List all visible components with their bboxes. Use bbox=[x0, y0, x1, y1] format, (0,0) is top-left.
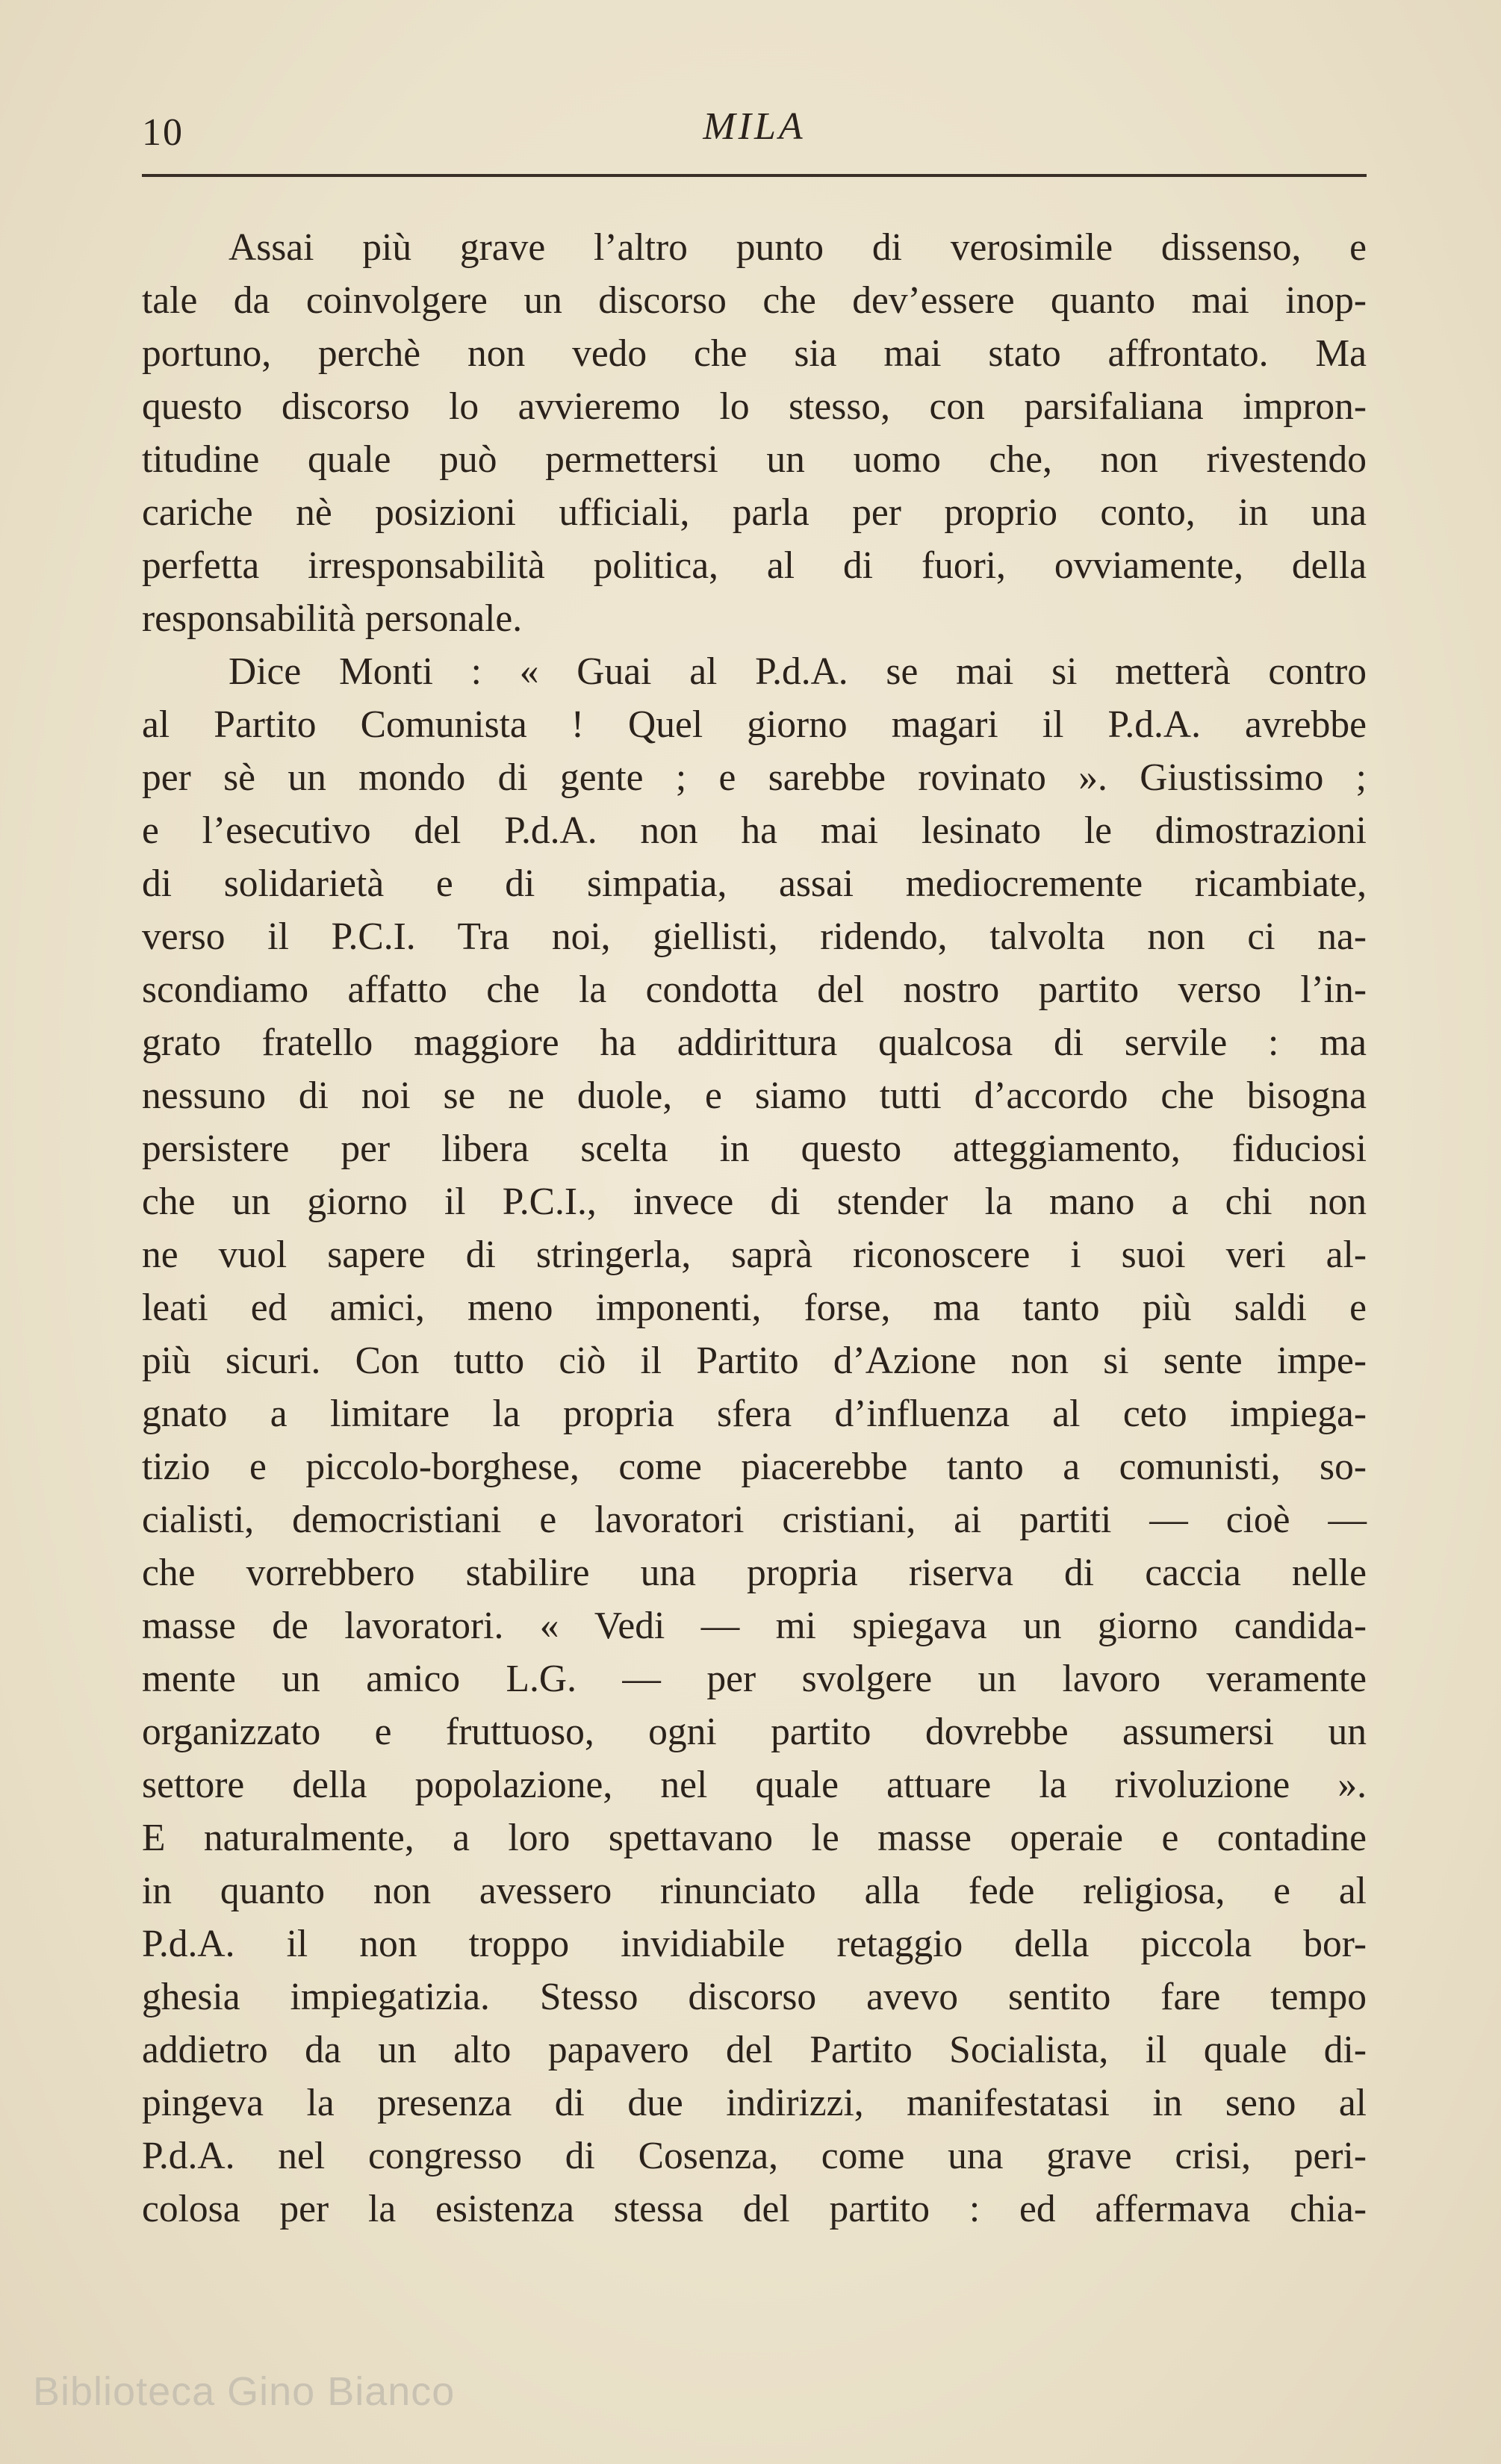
text-line: settore della popolazione, nel quale attuare la rivoluzione ». bbox=[142, 1764, 1367, 1806]
text-line: addietro da un alto papavero del Partito Socialista, il quale di- bbox=[142, 2029, 1367, 2071]
text-line: tale da coinvolgere un discorso che dev’essere quanto mai inop- bbox=[142, 279, 1367, 322]
body-text bbox=[142, 221, 1367, 2236]
text-line: masse de lavoratori. « Vedi — mi spiegava un giorno candida- bbox=[142, 1605, 1367, 1647]
text-line: colosa per la esistenza stessa del partito : ed affermava chia- bbox=[142, 2188, 1367, 2230]
text-line: ne vuol sapere di stringerla, saprà riconoscere i suoi veri al- bbox=[142, 1233, 1367, 1276]
text-line: Assai più grave l’altro punto di verosimile dissenso, e bbox=[229, 226, 1367, 269]
text-line: al Partito Comunista ! Quel giorno magari il P.d.A. avrebbe bbox=[142, 703, 1367, 746]
text-line: tizio e piccolo-borghese, come piacerebbe tanto a comunisti, so- bbox=[142, 1446, 1367, 1488]
text-line: cariche nè posizioni ufficiali, parla per proprio conto, in una bbox=[142, 491, 1367, 534]
text-line: P.d.A. il non troppo invidiabile retaggio della piccola bor- bbox=[142, 1923, 1367, 1965]
page-number: 10 bbox=[142, 111, 184, 154]
text-line: mente un amico L.G. — per svolgere un lavoro veramente bbox=[142, 1658, 1367, 1700]
text-line: Dice Monti : « Guai al P.d.A. se mai si metterà contro bbox=[229, 650, 1367, 693]
text-line: scondiamo affatto che la condotta del nostro partito verso l’in- bbox=[142, 968, 1367, 1011]
text-line: E naturalmente, a loro spettavano le masse operaie e contadine bbox=[142, 1817, 1367, 1859]
text-line: più sicuri. Con tutto ciò il Partito d’Azione non si sente impe- bbox=[142, 1340, 1367, 1382]
text-line: questo discorso lo avvieremo lo stesso, con parsifaliana impron- bbox=[142, 385, 1367, 428]
text-line: nessuno di noi se ne duole, e siamo tutti d’accordo che bisogna bbox=[142, 1074, 1367, 1117]
text-line: perfetta irresponsabilità politica, al di fuori, ovviamente, della bbox=[142, 544, 1367, 587]
text-line: gnato a limitare la propria sfera d’influenza al ceto impiega- bbox=[142, 1393, 1367, 1435]
text-line: organizzato e fruttuoso, ogni partito dovrebbe assumersi un bbox=[142, 1711, 1367, 1753]
text-line: ghesia impiegatizia. Stesso discorso avevo sentito fare tempo bbox=[142, 1976, 1367, 2018]
text-line: grato fratello maggiore ha addirittura qualcosa di servile : ma bbox=[142, 1021, 1367, 1064]
text-line: responsabilità personale. bbox=[142, 597, 523, 640]
text-line: e l’esecutivo del P.d.A. non ha mai lesinato le dimostrazioni bbox=[142, 809, 1367, 852]
text-line: P.d.A. nel congresso di Cosenza, come una grave crisi, peri- bbox=[142, 2135, 1367, 2177]
running-head: MILA bbox=[703, 105, 806, 148]
text-line: portuno, perchè non vedo che sia mai stato affrontato. Ma bbox=[142, 332, 1367, 375]
text-line: verso il P.C.I. Tra noi, giellisti, ridendo, talvolta non ci na- bbox=[142, 915, 1367, 958]
library-watermark: Biblioteca Gino Bianco bbox=[33, 2369, 456, 2414]
text-line: per sè un mondo di gente ; e sarebbe rovinato ». Giustissimo ; bbox=[142, 756, 1367, 799]
text-line: persistere per libera scelta in questo atteggiamento, fiduciosi bbox=[142, 1127, 1367, 1170]
text-line: che vorrebbero stabilire una propria riserva di caccia nelle bbox=[142, 1552, 1367, 1594]
text-line: in quanto non avessero rinunciato alla fede religiosa, e al bbox=[142, 1870, 1367, 1912]
text-line: titudine quale può permettersi un uomo che, non rivestendo bbox=[142, 438, 1367, 481]
page-header bbox=[142, 105, 1367, 164]
header-rule bbox=[142, 174, 1367, 177]
text-line: pingeva la presenza di due indirizzi, manifestatasi in seno al bbox=[142, 2082, 1367, 2124]
text-line: di solidarietà e di simpatia, assai mediocremente ricambiate, bbox=[142, 862, 1367, 905]
text-line: leati ed amici, meno imponenti, forse, ma tanto più saldi e bbox=[142, 1287, 1367, 1329]
text-line: che un giorno il P.C.I., invece di stender la mano a chi non bbox=[142, 1180, 1367, 1223]
text-line: cialisti, democristiani e lavoratori cristiani, ai partiti — cioè — bbox=[142, 1499, 1367, 1541]
